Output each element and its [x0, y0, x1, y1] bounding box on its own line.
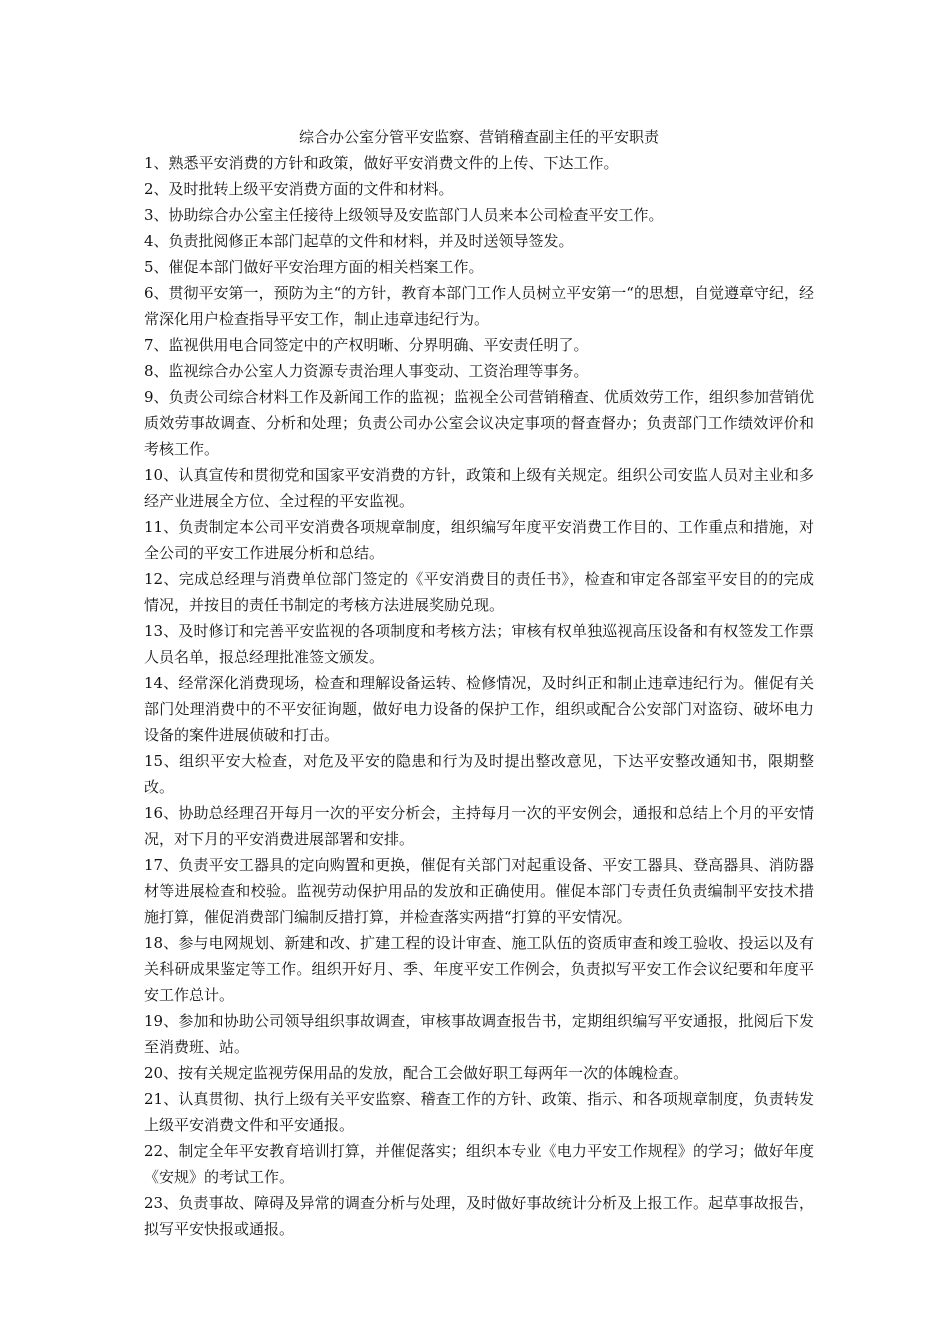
duty-item-20: 20、按有关规定监视劳保用品的发放，配合工会做好职工每两年一次的体魄检查。: [144, 1064, 689, 1082]
duty-item-15: 15、组织平安大检查，对危及平安的隐患和行为及时提出整改意见，下达平安整改通知书，限期整改。: [144, 752, 814, 796]
duty-item-9: 9、负责公司综合材料工作及新闻工作的监视；监视全公司营销稽查、优质效劳工作，组织参加营销优质效劳事故调查、分析和处理；负责公司办公室会议决定事项的督查督办；负责部门工作绩效评价和考核工作。: [144, 388, 814, 458]
duty-item-2: 2、及时批转上级平安消费方面的文件和材料。: [144, 180, 454, 198]
duty-item-5: 5、催促本部门做好平安治理方面的相关档案工作。: [144, 258, 484, 276]
document-title: 综合办公室分管平安监察、营销稽查副主任的平安职责: [298, 128, 659, 146]
duty-item-4: 4、负责批阅修正本部门起草的文件和材料，并及时送领导签发。: [144, 232, 574, 250]
duty-item-11: 11、负责制定本公司平安消费各项规章制度，组织编写年度平安消费工作目的、工作重点和措施，对全公司的平安工作进展分析和总结。: [144, 518, 814, 562]
duty-item-13: 13、及时修订和完善平安监视的各项制度和考核方法；审核有权单独巡视高压设备和有权签发工作票人员名单，报总经理批准签文颁发。: [144, 622, 814, 666]
duty-item-7: 7、监视供用电合同签定中的产权明晰、分界明确、平安责任明了。: [144, 336, 589, 354]
duty-item-23: 23、负责事故、障碍及异常的调查分析与处理，及时做好事故统计分析及上报工作。起草事故报告，拟写平安快报或通报。: [144, 1194, 814, 1238]
duty-item-12: 12、完成总经理与消费单位部门签定的《平安消费目的责任书》，检查和审定各部室平安目的的完成情况，并按目的责任书制定的考核方法进展奖励兑现。: [144, 570, 814, 614]
duty-item-16: 16、协助总经理召开每月一次的平安分析会，主持每月一次的平安例会，通报和总结上个月的平安情况，对下月的平安消费进展部署和安排。: [144, 804, 814, 848]
duty-item-17: 17、负责平安工器具的定向购置和更换，催促有关部门对起重设备、平安工器具、登高器具、消防器材等进展检查和校验。监视劳动保护用品的发放和正确使用。催促本部门专责任负责编制平安技术措施打算，催促消费部门编制反措打算，并检查落实两措“打算的平安情况。: [144, 856, 814, 926]
duty-item-3: 3、协助综合办公室主任接待上级领导及安监部门人员来本公司检查平安工作。: [144, 206, 664, 224]
duty-item-8: 8、监视综合办公室人力资源专责治理人事变动、工资治理等事务。: [144, 362, 589, 380]
duty-item-18: 18、参与电网规划、新建和改、扩建工程的设计审查、施工队伍的资质审查和竣工验收、投运以及有关科研成果鉴定等工作。组织开好月、季、年度平安工作例会，负责拟写平安工作会议纪要和年度平安工作总计。: [144, 934, 814, 1004]
duty-item-22: 22、制定全年平安教育培训打算，并催促落实；组织本专业《电力平安工作规程》的学习；做好年度《安规》的考试工作。: [144, 1142, 814, 1186]
duty-item-6: 6、贯彻平安第一，预防为主“的方针，教育本部门工作人员树立平安第一“的思想，自觉遵章守纪，经常深化用户检查指导平安工作，制止违章违纪行为。: [144, 284, 814, 328]
document-page: [144, 124, 814, 1242]
duty-item-14: 14、经常深化消费现场，检查和理解设备运转、检修情况，及时纠正和制止违章违纪行为。催促有关部门处理消费中的不平安征询题，做好电力设备的保护工作，组织或配合公安部门对盗窃、破坏电力设备的案件进展侦破和打击。: [144, 674, 814, 744]
duty-item-21: 21、认真贯彻、执行上级有关平安监察、稽查工作的方针、政策、指示、和各项规章制度，负责转发上级平安消费文件和平安通报。: [144, 1090, 814, 1134]
duty-list: [144, 150, 814, 1242]
duty-item-19: 19、参加和协助公司领导组织事故调查，审核事故调查报告书，定期组织编写平安通报，批阅后下发至消费班、站。: [144, 1012, 814, 1056]
duty-item-1: 1、熟悉平安消费的方针和政策，做好平安消费文件的上传、下达工作。: [144, 154, 619, 172]
duty-item-10: 10、认真宣传和贯彻党和国家平安消费的方针，政策和上级有关规定。组织公司安监人员对主业和多经产业进展全方位、全过程的平安监视。: [144, 466, 814, 510]
